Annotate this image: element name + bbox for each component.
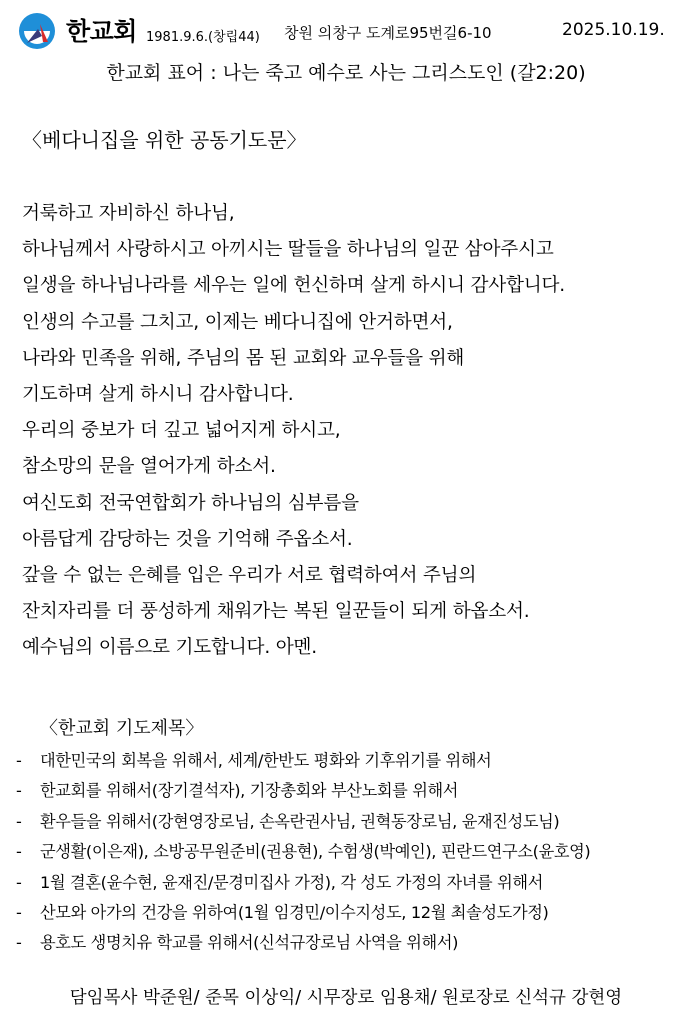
list-item-text: 환우들을 위해서(강현영장로님, 손옥란권사님, 권혁동장로님, 윤재진성도님) [40,811,560,831]
prayer-line: 인생의 수고를 그치고, 이제는 베다니집에 안거하면서, [22,311,453,333]
list-bullet: - [16,842,22,862]
list-item-text: 한교회를 위해서(장기결석자), 기장총회와 부산노회를 위해서 [40,781,459,801]
prayer-title: 〈베다니집을 위한 공동기도문〉 [22,128,307,152]
prayer-line: 여신도회 전국연합회가 하나님의 심부름을 [22,492,359,514]
list-item-text: 1월 결혼(윤수현, 윤재진/문경미집사 가정), 각 성도 가정의 자녀를 위해서 [40,872,543,892]
church-motto: 한교회 표어 : 나는 죽고 예수로 사는 그리스도인 (갈2:20) [106,62,586,84]
list-item-text: 군생활(이은재), 소방공무원준비(권용현), 수험생(박예인), 핀란드연구소(윤호영) [40,842,591,862]
list-item [16,807,686,837]
prayer-line: 예수님의 이름으로 기도합니다. 아멘. [22,637,317,659]
prayer-line: 아름답게 감당하는 것을 기억해 주옵소서. [22,528,353,550]
pastoral-staff-footer: 담임목사 박준원/ 준목 이상익/ 시무장로 임용채/ 원로장로 신석규 강현영 [69,988,623,1008]
prayer-line: 일생을 하나님나라를 세우는 일에 헌신하며 살게 하시니 감사합니다. [22,275,566,297]
prayer-line: 기도하며 살게 하시니 감사합니다. [22,383,294,405]
list-item [16,776,686,806]
list-bullet: - [16,902,22,922]
list-bullet: - [16,872,22,892]
list-item [16,746,686,776]
prayer-line: 거룩하고 자비하신 하나님, [22,203,235,224]
prayer-line: 잔치자리를 더 풍성하게 채워가는 복된 일꾼들이 되게 하옵소서. [22,601,530,623]
list-bullet: - [16,811,22,831]
list-item [16,928,686,958]
prayer-topics-title: 〈한교회 기도제목〉 [40,718,204,739]
prayer-body [22,196,672,666]
list-item-text: 용호도 생명치유 학교를 위해서(신석규장로님 사역을 위해서) [40,933,459,953]
prayer-line: 우리의 중보가 더 깊고 넓어지게 하시고, [22,420,341,442]
list-item [16,868,686,898]
prayer-line: 나라와 민족을 위해, 주님의 몸 된 교회와 교우들을 위해 [22,347,465,369]
prayer-line: 참소망의 문을 열어가게 하소서. [22,456,276,478]
bulletin-header [14,10,682,54]
list-bullet: - [16,751,22,770]
list-item [16,898,686,928]
list-item [16,837,686,867]
prayer-topics-list [16,746,686,959]
prayer-line: 갚을 수 없는 은혜를 입은 우리가 서로 협력하여서 주님의 [22,564,477,586]
list-bullet: - [16,781,22,801]
founded-date: 1981.9.6.(창립44) [146,30,260,45]
list-item-text: 대한민국의 회복을 위해서, 세계/한반도 평화와 기후위기를 위해서 [40,751,492,770]
bulletin-date: 2025.10.19. [562,20,665,40]
prayer-line: 하나님께서 사랑하시고 아끼시는 딸들을 하나님의 일꾼 삼아주시고 [22,239,554,261]
church-logo-icon [18,12,56,50]
church-address: 창원 의창구 도계로95번길6-10 [284,24,492,42]
list-bullet: - [16,933,22,953]
church-name: 한교회 [66,17,137,46]
list-item-text: 산모와 아가의 건강을 위하여(1월 임경민/이수지성도, 12월 최솔성도가정) [40,902,549,922]
